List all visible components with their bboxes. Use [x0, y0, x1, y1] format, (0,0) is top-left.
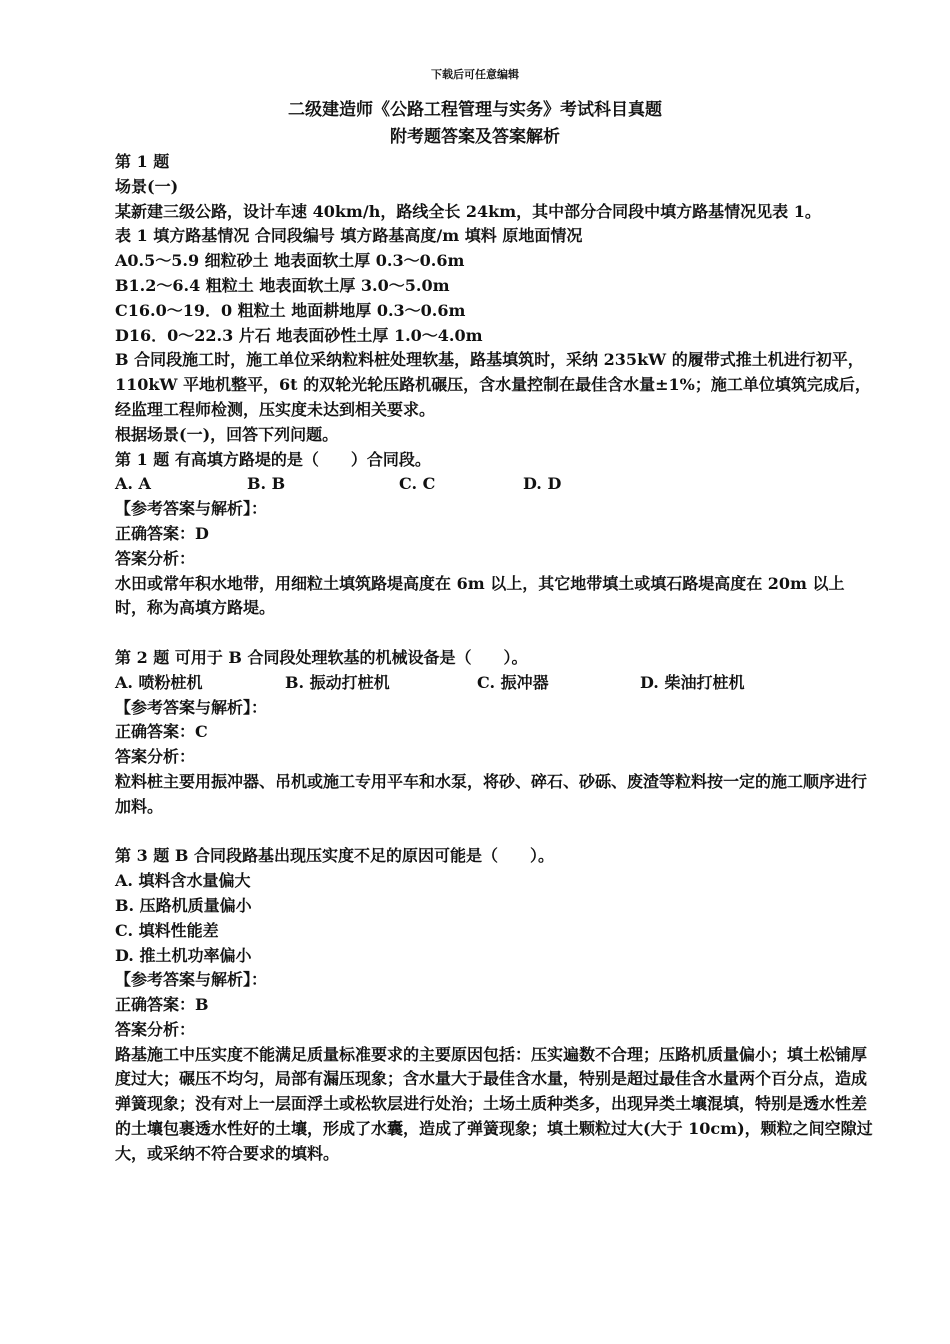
question-3: 第 3 题 B 合同段路基出现压实度不足的原因可能是（ ）。 [115, 846, 554, 866]
option-b: B. B [247, 474, 286, 494]
scenario-paragraph: B 合同段施工时，施工单位采纳粒料桩处理软基，路基填筑时，采纳 235kW 的履带式推土机进行初平，110kW 平地机整平，6t 的双轮光轮压路机碾压，含水量控制在最佳含水量±1%；施工单位填筑完成后，经监理工程师检测，压实度未达到相关要求。 [115, 350, 871, 419]
analysis-text: 粒料桩主要用振冲器、吊机或施工专用平车和水泵，将砂、碎石、砂砾、废渣等粒料按一定的施工顺序进行加料。 [115, 771, 868, 816]
option-b: B. 压路机质量偏小 [115, 895, 252, 915]
instruction: 根据场景(一)，回答下列问题。 [115, 424, 339, 444]
document-title: 二级建造师《公路工程管理与实务》考试科目真题 [288, 100, 662, 120]
table-row: B1.2～6.4 粗粒土 地表面软土厚 3.0～5.0m [115, 275, 450, 295]
table-row: C16.0～19．0 粗粒土 地面耕地厚 0.3～0.6m [115, 300, 466, 320]
analysis-label: 答案分析： [115, 747, 196, 767]
option-d: D. D [523, 474, 562, 494]
option-c: C. 填料性能差 [115, 920, 219, 940]
scene-label: 场景(一) [115, 176, 179, 196]
option-c: C. C [399, 474, 436, 494]
spacer [115, 621, 875, 646]
header-note: 下载后可任意编辑 [431, 68, 519, 81]
spacer [115, 820, 875, 845]
document-subtitle: 附考题答案及答案解析 [390, 127, 560, 147]
analysis-text: 水田或常年积水地带，用细粒土填筑路堤高度在 6m 以上，其它地带填土或填石路堤高度在 20m 以上时，称为高填方路堤。 [115, 573, 845, 618]
table-header: 表 1 填方路基情况 合同段编号 填方路基高度/m 填料 原地面情况 [115, 226, 583, 246]
correct-answer: 正确答案：B [115, 995, 209, 1015]
reference-label: 【参考答案与解析】： [115, 499, 268, 519]
correct-answer: 正确答案：C [115, 722, 208, 742]
option-d: D. 柴油打桩机 [640, 672, 745, 692]
option-a: A. A [115, 474, 151, 494]
option-a: A. 喷粉桩机 [115, 672, 203, 692]
question-2: 第 2 题 可用于 B 合同段处理软基的机械设备是（ ）。 [115, 647, 528, 667]
document-body [115, 150, 875, 1167]
question-1: 第 1 题 有高填方路堤的是（ ）合同段。 [115, 449, 431, 469]
option-b: B. 振动打桩机 [285, 672, 390, 692]
section-heading: 第 1 题 [115, 152, 170, 171]
option-c: C. 振冲器 [477, 672, 549, 692]
option-a: A. 填料含水量偏大 [115, 871, 251, 891]
question-2-options [115, 671, 875, 696]
analysis-text: 路基施工中压实度不能满足质量标准要求的主要原因包括：压实遍数不合理；压路机质量偏小；填土松铺厚度过大；碾压不均匀，局部有漏压现象；含水量大于最佳含水量，特别是超过最佳含水量两个百分点，造成弹簧现象；没有对上一层面浮土或松软层进行处治；土场土质种类多，出现异类土壤混填，特别是透水性差的土壤包裹透水性好的土壤，形成了水囊，造成了弹簧现象；填土颗粒过大(大于 10cm)，颗粒之间空隙过大，或采纳不符合要求的填料。 [115, 1044, 873, 1163]
table-row: D16．0～22.3 片石 地表面砂性土厚 1.0～4.0m [115, 325, 483, 345]
intro-paragraph: 某新建三级公路，设计车速 40km/h，路线全长 24km，其中部分合同段中填方路基情况见表 1。 [115, 201, 821, 221]
correct-answer: 正确答案：D [115, 523, 209, 543]
question-1-options [115, 472, 875, 497]
reference-label: 【参考答案与解析】： [115, 970, 268, 990]
option-d: D. 推土机功率偏小 [115, 945, 252, 965]
analysis-label: 答案分析： [115, 548, 196, 568]
reference-label: 【参考答案与解析】： [115, 697, 268, 717]
analysis-label: 答案分析： [115, 1019, 196, 1039]
table-row: A0.5～5.9 细粒砂土 地表面软土厚 0.3～0.6m [115, 251, 465, 271]
